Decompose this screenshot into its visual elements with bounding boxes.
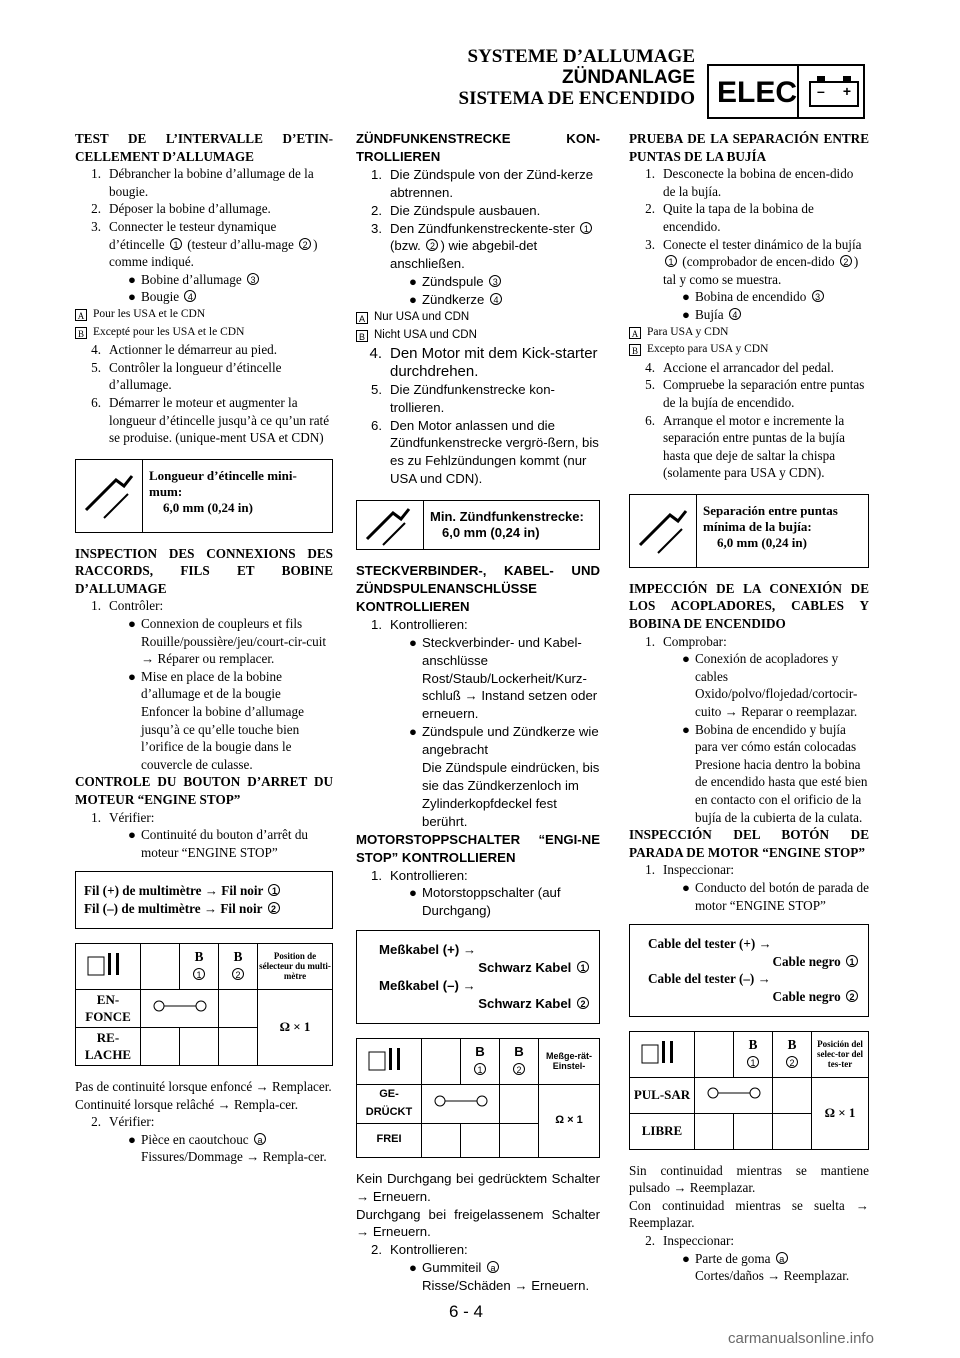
wrench-icon <box>357 501 424 549</box>
heading-spark-gap: PRUEBA DE LA SEPARACIÓN ENTRE PUNTAS DE LA BUJÍA <box>629 131 869 164</box>
continuity-table: B 1 B 2 Posición del selec-tor del tes-ter PUL-SAR Ω × 1 LIBRE <box>629 1031 869 1150</box>
heading-spark-gap: TEST DE L’INTERVALLE D’ETIN-CELLEMENT D’ALLUMAGE <box>75 131 333 164</box>
battery-icon: – + <box>809 81 859 107</box>
spec-box: Min. Zündfunkenstrecke: 6,0 mm (0,24 in) <box>356 500 600 550</box>
header-title-de: ZÜNDANLAGE <box>562 67 695 88</box>
spec-box: Separación entre puntas mínima de la bujía: 6,0 mm (0,24 in) <box>629 494 869 568</box>
section-badge <box>707 64 865 119</box>
watermark: carmanualsonline.info <box>728 1330 874 1347</box>
multimeter-icon <box>357 1038 422 1084</box>
heading-engine-stop: INSPECCIÓN DEL BOTÓN DE PARADA DE MOTOR “ENGINE STOP” <box>629 827 869 860</box>
wrench-icon <box>76 460 143 532</box>
continuity-symbol <box>141 989 219 1027</box>
header-title-fr: SYSTEME D’ALLUMAGE <box>467 46 695 67</box>
heading-connections: STECKVERBINDER-, KABEL- UND ZÜNDSPULENANSCHLÜSSE KONTROLLIEREN <box>356 563 600 614</box>
multimeter-box: Meßkabel (+) → Schwarz Kabel 1 Meßkabel (–) → Schwarz Kabel 2 <box>356 930 600 1024</box>
column-french: TEST DE L’INTERVALLE D’ETIN-CELLEMENT D’ALLUMAGE 1. Débrancher la bobine d’allumage de la bougie. 2. Déposer la bobine d’allumage. 3. Connecter le testeur dynamique d’étincelle 1 (testeur d’allu-mage 2 ) comme indiqué. ● Bobine d’allumage 3 ● Bougie 4 A Pour les USA et le CDN B Excepté pour les USA et le CDN 4. Actionner le démarreur au pied. 5. Contrôler la longueur d’étincelle d’allumage. 6. Démarrer le moteur et augmenter la longueur d’étincelle jusqu’à ce qu’un raté se produise. (unique-ment USA et CDN) Longueur d’étincelle mini-mum: 6,0 mm (0,24 in) INSPECTION DES CONNEXIONS DES RACCORDS, FILS ET BOBINE D’ALLUMAGE 1. Contrôler: ● Connexion de coupleurs et fils Rouille/poussière/jeu/court-cir-cuit → Réparer ou remplacer. ● Mise en place de la bobine d’allumage et de la bougie Enfoncer la bobine d’allumage jusqu’à ce qu’elle touche bien l’orifice de la bougie dans le couvercle de culasse. CONTROLE DU BOUTON D’ARRET DU MOTEUR “ENGINE STOP” 1. Vérifier: ● Continuité du bouton d’arrêt du moteur “ENGINE STOP” Fil (+) de multimètre → Fil noir 1 Fil (–) de multimètre → Fil noir 2 B 1 B 2 Position de sélecteur du multi-mètre EN-FONCE Ω × 1 RE-LACHE Pas de continuité lorsque enfoncé → Remplacer. Continuité lorsque relâché → Rempla-cer. 2. Vérifier: ● Pièce en caoutchouc a Fissures/Dommage → Rempla-cer. <box>75 131 333 1165</box>
multimeter-box: Fil (+) de multimètre → Fil noir 1 Fil (–) de multimètre → Fil noir 2 <box>75 871 333 928</box>
wrench-icon <box>630 495 697 567</box>
section-label: ELEC <box>717 76 798 109</box>
multimeter-icon <box>630 1031 695 1077</box>
heading-engine-stop: CONTROLE DU BOUTON D’ARRET DU MOTEUR “ENGINE STOP” <box>75 774 333 807</box>
continuity-table: B 1 B 2 Meßge-rät-Einstel- GE-DRÜCKT Ω × 1 FREI <box>356 1038 600 1158</box>
heading-connections: IMPECCIÓN DE LA CONEXIÓN DE LOS ACOPLADORES, CABLES Y BOBINA DE ENCENDIDO <box>629 580 869 632</box>
multimeter-box: Cable del tester (+) → Cable negro 1 Cable del tester (–) → Cable negro 2 <box>629 924 869 1016</box>
page-header <box>459 46 696 109</box>
header-title-es: SISTEMA DE ENCENDIDO <box>458 88 695 109</box>
continuity-symbol <box>695 1077 773 1113</box>
column-german: ZÜNDFUNKENSTRECKE KON-TROLLIEREN 1. Die Zündspule von der Zünd-kerze abtrennen. 2. Die Zündspule ausbauen. 3. Den Zündfunkenstreckente-ster 1 (bzw. 2 ) wie abgebil-det anschließen. ● Zündspule 3 ● Zündkerze 4 A Nur USA und CDN B Nicht USA und CDN 4. Den Motor mit dem Kick-starter durchdrehen. 5. Die Zündfunkenstrecke kon-trollieren. 6. Den Motor anlassen und die Zündfunkenstrecke vergrö-ßern, bis es zu Fehlzündungen kommt (nur USA und CDN). Min. Zündfunkenstrecke: 6,0 mm (0,24 in) STECKVERBINDER-, KABEL- UND ZÜNDSPULENANSCHLÜSSE KONTROLLIEREN 1. Kontrollieren: ● Steckverbinder- und Kabel-anschlüsse Rost/Staub/Lockerheit/Kurz-schluß → Instand setzen oder erneuern. ● Zündspule und Zündkerze wie angebracht Die Zündspule eindrücken, bis sie das Zündkerzenloch im Zylinderkopfdeckel fest berührt. MOTORSTOPPSCHALTER “ENGI-NE STOP” KONTROLLIEREN 1. Kontrollieren: ● Motorstoppschalter (auf Durchgang) Meßkabel (+) → Schwarz Kabel 1 Meßkabel (–) → Schwarz Kabel 2 B 1 B 2 Meßge-rät-Einstel- GE-DRÜCKT Ω × 1 FREI Kein Durchgang bei gedrücktem Schalter → Erneuern. Durchgang bei freigelassenem Schalter → Erneuern. 2. Kontrollieren: ● Gummiteil a Risse/Schäden → Erneuern. <box>356 131 600 1294</box>
column-spanish: PRUEBA DE LA SEPARACIÓN ENTRE PUNTAS DE LA BUJÍA 1. Desconecte la bobina de encen-dido de la bujía. 2. Quite la tapa de la bobina de encendido. 3. Conecte el tester dinámico de la bujía 1 (comprobador de encen-dido 2 ) tal y como se muestra. ● Bobina de encendido 3 ● Bujía 4 A Para USA y CDN B Excepto para USA y CDN 4. Accione el arrancador del pedal. 5. Compruebe la separación entre puntas de la bujía de encendido. 6. Arranque el motor e incremente la separación entre puntas de la bujía hasta que deje de saltar la chispa (solamente para USA y CDN). Separación entre puntas mínima de la bujía: 6,0 mm (0,24 in) IMPECCIÓN DE LA CONEXIÓN DE LOS ACOPLADORES, CABLES Y BOBINA DE ENCENDIDO 1. Comprobar: ● Conexión de acopladores y cables Oxido/polvo/flojedad/cortocir-cuito → Reparar o reemplazar. ● Bobina de encendido y bujía para ver cómo están colocadas Presione hacia dentro la bobina de encendido hasta que esté bien en contacto con el orificio de la bujía de la cubierta de la culata. INSPECCIÓN DEL BOTÓN DE PARADA DE MOTOR “ENGINE STOP” 1. Inspeccionar: ● Conducto del botón de parada de motor “ENGINE STOP” Cable del tester (+) → Cable negro 1 Cable del tester (–) → Cable negro 2 B 1 B 2 Posición del selec-tor del tes-ter PUL-SAR Ω × 1 LIBRE Sin continuidad mientras se mantiene pulsado → Reemplazar. Con continuidad mientras se suelta → Reemplazar. 2. Inspeccionar: ● Parte de goma a Cortes/daños → Reemplazar. <box>629 131 869 1284</box>
page-number: 6 - 4 <box>449 1302 484 1321</box>
multimeter-icon <box>76 943 141 989</box>
heading-spark-gap: ZÜNDFUNKENSTRECKE KON-TROLLIEREN <box>356 131 600 164</box>
spec-box: Longueur d’étincelle mini-mum: 6,0 mm (0,24 in) <box>75 459 333 533</box>
continuity-symbol <box>422 1084 500 1123</box>
continuity-table: B 1 B 2 Position de sélecteur du multi-mètre EN-FONCE Ω × 1 RE-LACHE <box>75 943 333 1066</box>
heading-connections: INSPECTION DES CONNEXIONS DES RACCORDS, FILS ET BOBINE D’ALLUMAGE <box>75 545 333 596</box>
heading-engine-stop: MOTORSTOPPSCHALTER “ENGI-NE STOP” KONTROLLIEREN <box>356 831 600 865</box>
